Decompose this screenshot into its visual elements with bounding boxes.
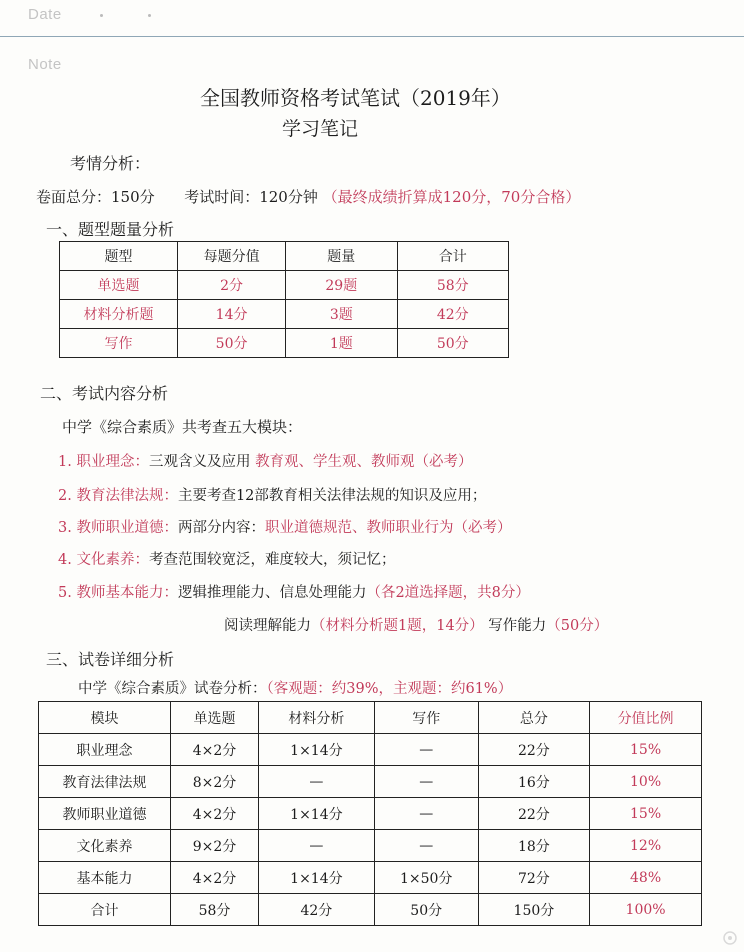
table-cell: 4×2分 [170, 798, 258, 830]
module-item [58, 586, 530, 601]
table-row [39, 798, 702, 830]
page-subtitle: 学习笔记 [282, 118, 359, 140]
module-item [58, 521, 511, 536]
section3-intro-note: （客观题：约39%，主观题：约61%） [266, 681, 513, 697]
module-label: 1. 职业理念： [58, 454, 149, 470]
table-cell: 单选题 [60, 271, 178, 300]
table-cell: 1×14分 [259, 734, 375, 766]
section2-intro: 中学《综合素质》共考查五大模块： [62, 418, 303, 436]
table-cell: 150分 [478, 894, 589, 926]
table-cell: 写作 [60, 329, 178, 358]
table-cell: 教育法律法规 [39, 766, 171, 798]
note-label: Note [28, 56, 62, 73]
table-header-row [39, 702, 702, 734]
table-row [60, 300, 509, 329]
column-header: 模块 [39, 702, 171, 734]
column-header: 每题分值 [178, 242, 286, 271]
column-header: 材料分析 [259, 702, 375, 734]
table-cell: 58分 [170, 894, 258, 926]
module-note: （材料分析题1题，14分） [311, 618, 484, 634]
table-row [39, 862, 702, 894]
section3-heading: 三、试卷详细分析 [46, 650, 175, 669]
table-cell: 10% [590, 766, 702, 798]
table-row [39, 734, 702, 766]
section1-heading: 一、题型题量分析 [46, 220, 175, 239]
table-cell: 48% [590, 862, 702, 894]
table-cell: — [374, 766, 478, 798]
table-cell: 14分 [178, 300, 286, 329]
column-header: 总分 [478, 702, 589, 734]
table-cell: 42分 [397, 300, 508, 329]
module-note: （50分） [546, 618, 609, 634]
table-cell: 合计 [39, 894, 171, 926]
module-text: 三观含义及应用 [148, 454, 251, 470]
score-label: 卷面总分：150分 [36, 188, 155, 206]
section3-intro-text: 中学《综合素质》试卷分析： [78, 681, 267, 697]
section3-intro [78, 682, 512, 697]
table-cell: — [374, 830, 478, 862]
exam-info-line [36, 190, 580, 205]
module-item-continued [224, 619, 608, 634]
table-cell: 50分 [178, 329, 286, 358]
table-cell: 1×14分 [259, 798, 375, 830]
module-text: 写作能力 [488, 618, 547, 634]
table-cell: — [374, 798, 478, 830]
table-cell: 文化素养 [39, 830, 171, 862]
exam-breakdown-table [38, 701, 702, 926]
date-dot [100, 14, 103, 17]
page-title: 全国教师资格考试笔试（2019年） [200, 86, 511, 110]
date-dot [148, 14, 151, 17]
table-cell: 2分 [178, 271, 286, 300]
table-row [39, 894, 702, 926]
table-cell: 15% [590, 734, 702, 766]
column-header: 写作 [374, 702, 478, 734]
table-cell: 4×2分 [170, 734, 258, 766]
table-cell: 50分 [374, 894, 478, 926]
table-cell: — [374, 734, 478, 766]
module-item [58, 553, 395, 568]
table-cell: 1×14分 [259, 862, 375, 894]
date-label: Date [28, 6, 62, 23]
table-cell: 9×2分 [170, 830, 258, 862]
table-cell: 教师职业道德 [39, 798, 171, 830]
table-row [39, 766, 702, 798]
module-label: 4. 文化素养： [58, 552, 149, 568]
table-cell: 58分 [397, 271, 508, 300]
table-cell: 22分 [478, 734, 589, 766]
time-label: 考试时间：120分钟 [184, 188, 318, 206]
exam-analysis-heading: 考情分析： [70, 154, 151, 173]
table-cell: 基本能力 [39, 862, 171, 894]
column-header: 合计 [397, 242, 508, 271]
column-header: 分值比例 [590, 702, 702, 734]
table-cell: 1题 [286, 329, 397, 358]
table-cell: — [259, 766, 375, 798]
table-cell: 4×2分 [170, 862, 258, 894]
table-cell: — [259, 830, 375, 862]
module-note: （各2道选择题，共8分） [366, 585, 530, 601]
table-cell: 100% [590, 894, 702, 926]
table-cell: 1×50分 [374, 862, 478, 894]
column-header: 单选题 [170, 702, 258, 734]
table-row [60, 271, 509, 300]
table-cell: 材料分析题 [60, 300, 178, 329]
table-cell: 16分 [478, 766, 589, 798]
module-text: 阅读理解能力 [224, 618, 311, 634]
score-note: （最终成绩折算成120分，70分合格） [322, 188, 581, 206]
header-rule [0, 36, 744, 37]
table-cell: 50分 [397, 329, 508, 358]
table-cell: 职业理念 [39, 734, 171, 766]
table-cell: 8×2分 [170, 766, 258, 798]
question-type-table [59, 241, 509, 358]
watermark-icon [722, 930, 738, 946]
table-header-row [60, 242, 509, 271]
module-text: 逻辑推理能力、信息处理能力 [177, 585, 367, 601]
section2-heading: 二、考试内容分析 [40, 384, 169, 403]
table-cell: 15% [590, 798, 702, 830]
table-row [39, 830, 702, 862]
table-cell: 72分 [478, 862, 589, 894]
module-note: 职业道德规范、教师职业行为（必考） [264, 520, 512, 536]
module-text: 考查范围较宽泛，难度较大，须记忆； [148, 552, 396, 568]
column-header: 题量 [286, 242, 397, 271]
column-header: 题型 [60, 242, 178, 271]
module-label: 2. 教育法律法规： [58, 488, 178, 504]
table-cell: 3题 [286, 300, 397, 329]
module-label: 5. 教师基本能力： [58, 585, 178, 601]
table-cell: 22分 [478, 798, 589, 830]
table-cell: 42分 [259, 894, 375, 926]
table-cell: 12% [590, 830, 702, 862]
module-text: 主要考查12部教育相关法律法规的知识及应用； [177, 488, 487, 504]
module-note: 教育观、学生观、教师观（必考） [255, 454, 473, 470]
table-row [60, 329, 509, 358]
module-label: 3. 教师职业道德： [58, 520, 178, 536]
module-text: 两部分内容： [177, 520, 265, 536]
table-cell: 18分 [478, 830, 589, 862]
table-cell: 29题 [286, 271, 397, 300]
module-item [58, 489, 486, 504]
module-item [58, 455, 473, 470]
